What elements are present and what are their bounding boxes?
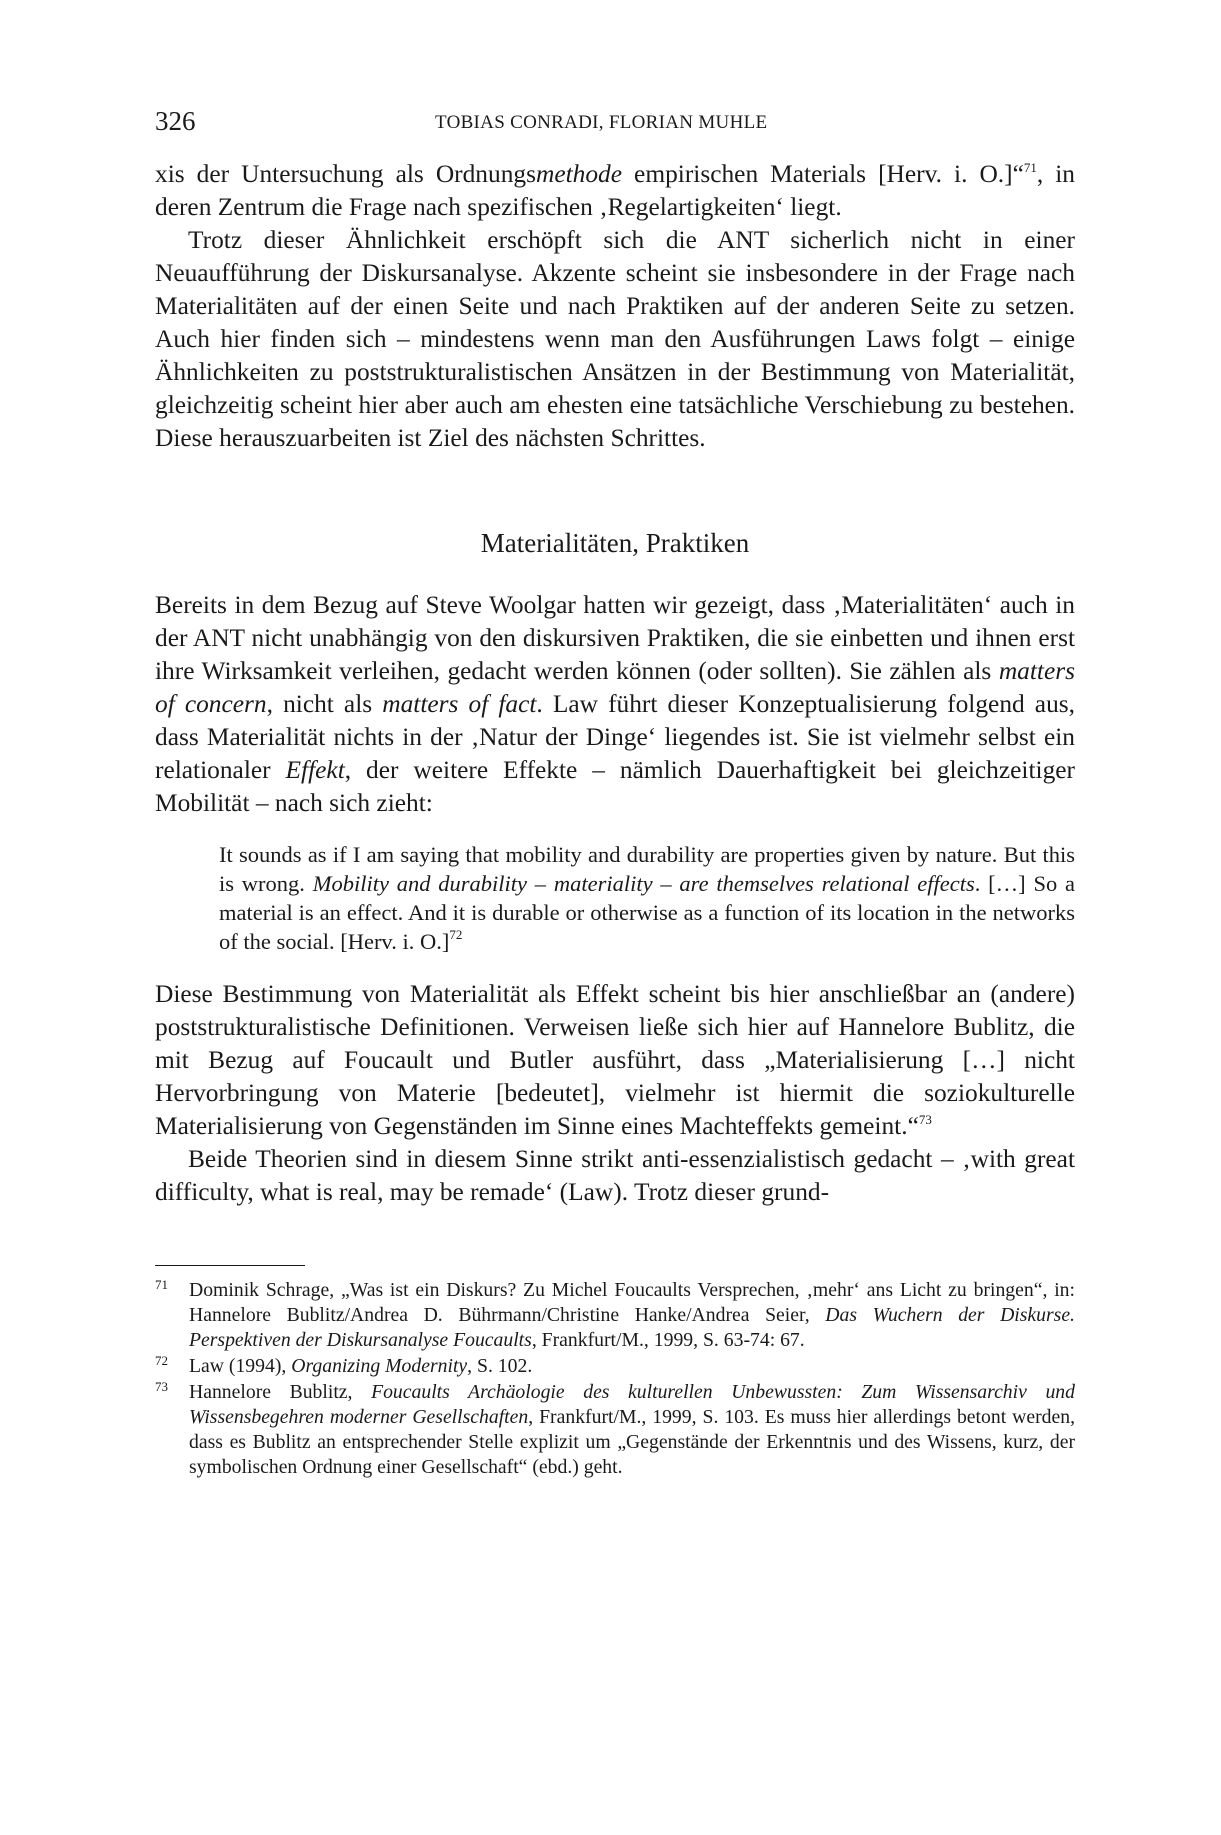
block-quote: It sounds as if I am saying that mobility and durability are properties given by nature. But this is wrong. Mobility and durability – materiality – are themselves relational effects. […] So a material is an effect. And it is durable or otherwise as a function of its location in the networks of the social. [Herv. i. O.]$^{72}$ bbox=[219, 842, 1075, 954]
intro-paragraph-1: xis der Untersuchung als Ordnungsmethode empirischen Materials [Herv. i. O.]“$^{71}$, in deren Zentrum die Frage nach spezifischen ‚Regelartigkeiten‘ liegt. bbox=[155, 160, 1076, 221]
footnote-divider bbox=[155, 1265, 305, 1266]
page-number: 326 bbox=[155, 106, 196, 136]
intro-paragraph-2: Trotz dieser Ähnlichkeit erschöpft sich die ANT sicherlich nicht in einer Neuaufführung der Diskursanalyse. Akzente scheint sie insbesondere in der Frage nach Materialitäten auf der einen Seite und nach Praktiken auf der anderen Seite zu setzen. Auch hier finden sich – mindestens wenn man den Ausführungen Laws folgt – einige Ähnlichkeiten zu poststrukturalistischen Ansätzen in der Bestimmung von Materialität, gleichzeitig scheint hier aber auch am ehesten eine tatsächliche Verschiebung zu bestehen. Diese herauszuarbeiten ist Ziel des nächsten Schrittes. bbox=[155, 226, 1075, 452]
footnote-71: 71 Dominik Schrage, „Was ist ein Diskurs? Zu Michel Foucaults Versprechen, ‚mehr‘ ans Licht zu bringen“, in: Hannelore Bublitz/Andrea D. Bührmann/Christine Hanke/Andrea Seier, Das Wuchern der Diskurse. Perspektiven der Diskursanalyse Foucaults, Frankfurt/M., 1999, S. 63-74: 67. bbox=[155, 1277, 1075, 1351]
intro-text bbox=[155, 158, 1075, 455]
section-heading: Materialitäten, Praktiken bbox=[480, 528, 750, 558]
section-paragraph-1: Bereits in dem Bezug auf Steve Woolgar hatten wir gezeigt, dass ‚Materialitäten‘ auch in der ANT nicht unabhängig von den diskursiven Praktiken, die sie einbetten und ihnen erst ihre Wirksamkeit verleihen, gedacht werden können (oder sollten). Sie zählen als matters of concern, nicht als matters of fact. Law führt dieser Konzeptualisierung folgend aus, dass Materialität nichts in der ‚Natur der Dinge‘ liegendes ist. Sie ist vielmehr selbst ein relationaler Effekt, der weitere Effekte – nämlich Dauerhaftigkeit bei gleichzeitiger Mobilität – nach sich zieht: bbox=[155, 591, 1076, 817]
section-body bbox=[155, 589, 1075, 1209]
footnote-72: 72 Law (1994), Organizing Modernity, S. 102. bbox=[155, 1353, 533, 1377]
page-header bbox=[155, 106, 1075, 146]
footnotes bbox=[155, 1278, 1075, 1480]
footnote-ref-73: 73 bbox=[918, 1112, 932, 1127]
section-paragraph-2: Diese Bestimmung von Materialität als Effekt scheint bis hier anschließbar an (andere) poststrukturalistische Definitionen. Verweisen ließe sich hier auf Hannelore Bublitz, die mit Bezug auf Foucault und Butler ausführt, dass „Materialisierung […] nicht Hervorbringung von Materie [bedeutet], vielmehr ist hiermit die soziokulturelle Materialisierung von Gegenständen im Sinne eines Machteffekts gemeint.“$^{73}$ bbox=[155, 980, 1075, 1140]
footnote-ref-71: 71 bbox=[1023, 160, 1037, 175]
footnote-73: 73 Hannelore Bublitz, Foucaults Archäologie des kulturellen Unbewussten: Zum Wissensarchiv und Wissensbegehren moderner Gesellschaften, Frankfurt/M., 1999, S. 103. Es muss hier allerdings betont werden, dass es Bublitz an entsprechender Stelle explizit um „Gegenstände der Erkenntnis und des Wissens, kurz, der symbolischen Ordnung einer Gesellschaft“ (ebd.) geht. bbox=[155, 1379, 1075, 1478]
book-page bbox=[155, 106, 1075, 1481]
running-head: TOBIAS CONRADI, FLORIAN MUHLE bbox=[435, 112, 768, 133]
footnote-ref-72: 72 bbox=[449, 927, 463, 942]
section-paragraph-3: Beide Theorien sind in diesem Sinne strikt anti-essenzialistisch gedacht – ‚with great difficulty, what is real, may be remade‘ (Law). Trotz dieser grund- bbox=[155, 1145, 1075, 1206]
